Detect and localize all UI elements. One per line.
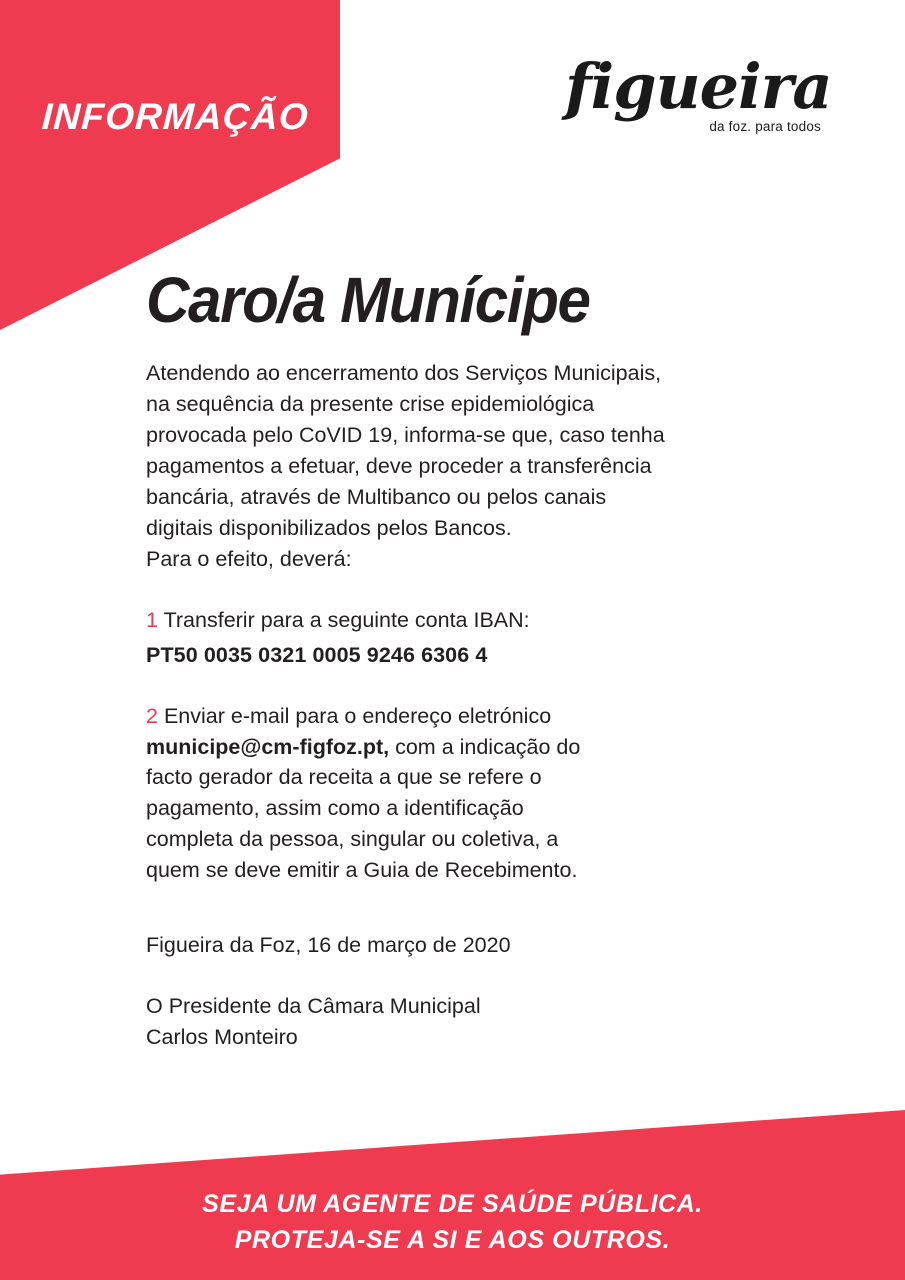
intro-line: na sequência da presente crise epidemiológica [146, 391, 595, 416]
document-body [146, 264, 806, 1053]
place-date: Figueira da Foz, 16 de março de 2020 [146, 933, 511, 958]
list-item-number: 2 [146, 703, 158, 728]
signature-title: O Presidente da Câmara Municipal [146, 994, 481, 1019]
footer-line-2: PROTEJA-SE A SI E AOS OUTROS. [234, 1225, 671, 1254]
page-title: Caro/a Munícipe [146, 264, 590, 336]
email-line [146, 732, 806, 763]
logo-wordmark: figueira [565, 50, 832, 123]
list-item-text: Enviar e-mail para o endereço eletrónico [163, 703, 552, 728]
list-item [146, 605, 806, 671]
logo [565, 50, 832, 134]
email-trailing-text: com a indicação do [389, 734, 581, 759]
spacer [146, 575, 806, 605]
iban-value: PT50 0035 0321 0005 9246 6306 4 [146, 642, 488, 667]
footer-message [0, 1187, 905, 1258]
list-item [146, 701, 806, 887]
spacer [146, 961, 806, 991]
list-item-line: quem se deve emitir a Guia de Recebimento. [146, 858, 578, 883]
list-item-line: completa da pessoa, singular ou coletiva, a [146, 827, 559, 852]
intro-line: Atendendo ao encerramento dos Serviços Municipais, [146, 361, 662, 385]
list-item-number: 1 [146, 607, 158, 632]
spacer [146, 671, 806, 701]
footer-line-1: SEJA UM AGENTE DE SAÚDE PÚBLICA. [202, 1190, 703, 1218]
information-banner-label: INFORMAÇÃO [40, 96, 310, 137]
signature-name: Carlos Monteiro [146, 1025, 298, 1050]
list-item-text: Transferir para a seguinte conta IBAN: [163, 607, 530, 632]
list-item-line: facto gerador da receita a que se refere o [146, 765, 542, 790]
intro-paragraph [146, 358, 806, 575]
intro-line: pagamentos a efetuar, deve proceder a transferência [146, 453, 652, 478]
intro-line: bancária, através de Multibanco ou pelos canais [146, 484, 607, 509]
intro-line: Para o efeito, deverá: [146, 546, 352, 571]
intro-line: provocada pelo CoVID 19, informa-se que, caso tenha [146, 422, 665, 447]
list-item-line: pagamento, assim como a identificação [146, 796, 524, 821]
logo-tagline: da foz. para todos [709, 118, 821, 134]
intro-line: digitais disponibilizados pelos Bancos. [146, 515, 512, 540]
spacer [146, 886, 806, 930]
email-address[interactable]: municipe@cm-figfoz.pt, [146, 734, 390, 759]
